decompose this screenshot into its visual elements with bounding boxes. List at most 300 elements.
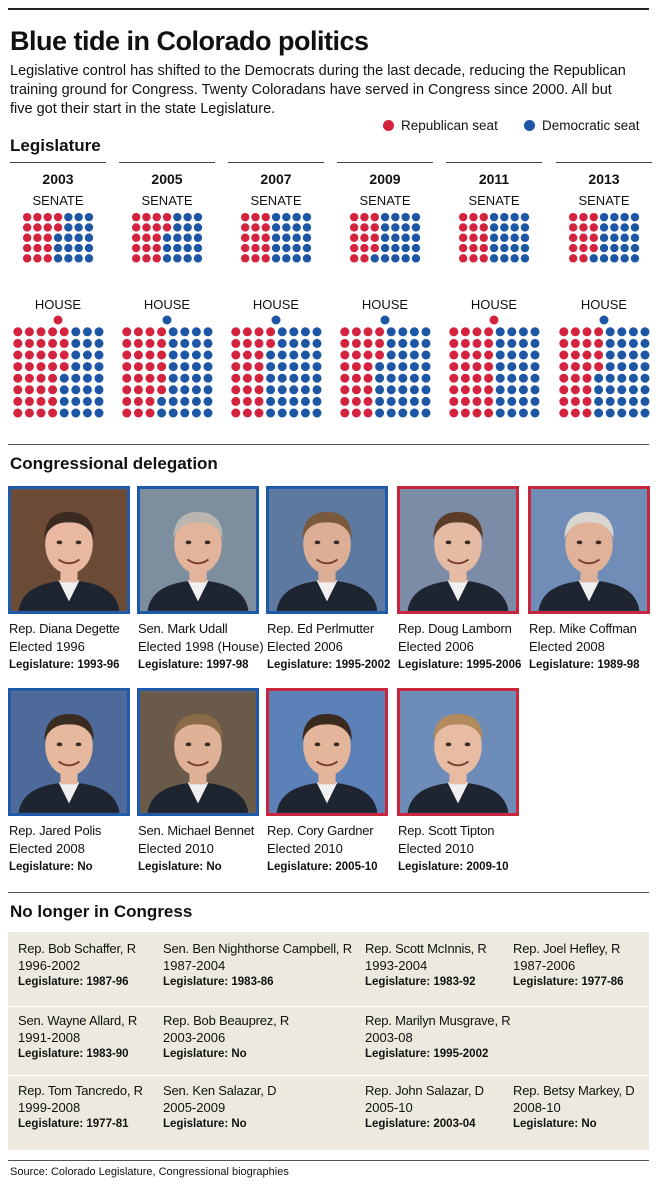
former-member [18,1012,137,1063]
republican-seat-dot [48,385,57,394]
democratic-seat-dot [272,244,280,252]
republican-seat-dot [582,362,591,371]
portrait-icon [269,691,385,813]
republican-seat-dot [24,351,33,360]
republican-seat-dot [24,327,33,336]
republican-seat-dot [570,339,579,348]
portrait-icon [11,691,127,813]
democratic-seat-dot [628,351,637,360]
republican-seat-dot [370,223,378,231]
democratic-seat-dot [640,374,649,383]
democratic-seat-dot [495,385,504,394]
democratic-seat-dot [409,339,418,348]
democratic-seat-dot [272,316,281,325]
republican-seat-dot [363,397,372,406]
democratic-seat-dot [412,244,420,252]
republican-seat-dot [122,385,131,394]
republican-seat-dot [132,244,140,252]
democratic-seat-dot [409,385,418,394]
democratic-seat-dot [203,385,212,394]
republican-seat-dot [13,351,22,360]
delegation-member [398,822,526,876]
republican-seat-dot [13,327,22,336]
democratic-seat-dot [412,213,420,221]
former-legislature: Legislature: No [513,1118,597,1130]
republican-seat-dot [59,362,68,371]
republican-seat-dot [157,351,166,360]
member-name: Sen. Mark Udall [138,621,228,636]
portrait-icon [140,691,256,813]
republican-seat-dot [132,234,140,242]
democratic-seat-dot [312,351,321,360]
democratic-seat-dot [518,374,527,383]
republican-seat-dot [261,254,269,262]
democratic-seat-dot [168,362,177,371]
democratic-seat-dot [277,397,286,406]
former-years: 1987-2004 [163,958,226,973]
delegation-member [138,620,266,674]
republican-seat-dot [589,244,597,252]
republican-seat-dot [122,362,131,371]
republican-seat-dot [351,397,360,406]
democratic-seat-dot [168,397,177,406]
democratic-seat-dot [282,213,290,221]
democratic-seat-dot [203,339,212,348]
former-name: Rep. Bob Beauprez, R [163,1013,290,1028]
democratic-seat-dot [495,397,504,406]
republican-seat-dot [351,385,360,394]
former-years: 1987-2006 [513,958,576,973]
democratic-seat-dot [401,234,409,242]
republican-seat-dot [157,327,166,336]
democratic-seat-dot [82,374,91,383]
democratic-seat-dot [312,397,321,406]
republican-seat-dot [484,385,493,394]
former-years: 2005-10 [365,1100,413,1115]
democratic-seat-dot [381,254,389,262]
democratic-seat-dot [530,385,539,394]
republican-seat-dot [242,409,251,418]
democratic-seat-dot [594,385,603,394]
democratic-seat-dot [521,234,529,242]
democratic-seat-dot [289,397,298,406]
democratic-seat-dot [71,362,80,371]
democratic-seat-dot [398,351,407,360]
republican-seat-dot [242,362,251,371]
democratic-seat-dot [610,234,618,242]
democratic-seat-dot [312,362,321,371]
democratic-seat-dot [521,254,529,262]
republican-seat-dot [254,351,263,360]
republican-seat-dot [370,244,378,252]
republican-seat-dot [242,339,251,348]
year-column-2005 [119,162,215,187]
democratic-seat-dot [628,397,637,406]
democratic-seat-dot [74,254,82,262]
republican-seat-dot [23,254,31,262]
democratic-seat-dot [398,339,407,348]
republican-seat-dot [460,339,469,348]
democratic-seat-dot [530,327,539,336]
republican-seat-dot [582,351,591,360]
democratic-seat-dot [386,409,395,418]
republican-seat-dot [579,213,587,221]
republican-seat-dot [570,327,579,336]
democratic-seat-dot [510,254,518,262]
former-legislature: Legislature: 1983-90 [18,1048,129,1060]
democratic-seat-dot [398,397,407,406]
former-legislature: Legislature: No [163,1048,247,1060]
democratic-seat-dot [386,327,395,336]
republican-seat-dot [33,213,41,221]
republican-seat-dot [449,409,458,418]
democratic-seat-dot [600,234,608,242]
democratic-seat-dot [600,254,608,262]
republican-seat-dot [36,351,45,360]
democratic-seat-dot [507,327,516,336]
democratic-seat-dot [203,362,212,371]
senate-label: SENATE [578,193,630,208]
republican-seat-dot [594,362,603,371]
democratic-seat-dot [391,213,399,221]
republican-seat-dot [48,374,57,383]
republican-seat-dot [157,374,166,383]
democratic-seat-dot [312,327,321,336]
democratic-seat-dot [521,213,529,221]
republican-seat-dot [254,362,263,371]
democratic-seat-dot [628,385,637,394]
democratic-seat-dot [266,374,275,383]
democratic-seat-dot [510,234,518,242]
republican-seat-dot [241,234,249,242]
house-dots-2007 [230,326,323,419]
republican-seat-dot [13,409,22,418]
democratic-seat-dot [421,374,430,383]
democratic-seat-dot [507,409,516,418]
democratic-seat-dot [605,397,614,406]
democratic-seat-dot [507,339,516,348]
delegation-member [529,620,657,674]
republican-seat-dot [36,409,45,418]
republican-seat-dot [350,223,358,231]
republican-seat-dot [152,234,160,242]
republican-seat-dot [36,362,45,371]
democratic-seat-dot [398,327,407,336]
year-rule [556,162,652,163]
democratic-seat-dot [381,316,390,325]
former-legislature: Legislature: 1983-86 [163,976,274,988]
republican-seat-dot [594,339,603,348]
former-legislature: Legislature: 1977-86 [513,976,624,988]
republican-seat-dot [570,385,579,394]
republican-seat-dot [242,397,251,406]
democratic-seat-dot [495,374,504,383]
republican-seat-dot [340,409,349,418]
former-member [18,940,136,991]
democratic-seat-dot [617,351,626,360]
democratic-seat-dot [386,374,395,383]
democratic-seat-dot [530,397,539,406]
senate-label: SENATE [250,193,302,208]
republican-seat-dot [142,213,150,221]
democratic-seat-dot [510,223,518,231]
member-legislature: Legislature: 1993-96 [9,659,120,671]
republican-seat-dot [579,223,587,231]
top-rule [8,8,649,10]
democratic-seat-dot [303,234,311,242]
republican-seat-dot [484,397,493,406]
senate-dots-2005 [131,212,203,264]
republican-seat-dot [251,213,259,221]
republican-seat-dot [231,385,240,394]
democratic-seat-dot [289,351,298,360]
republican-seat-dot [570,397,579,406]
republican-seat-dot [479,234,487,242]
republican-seat-dot [479,213,487,221]
republican-seat-dot [48,351,57,360]
republican-seat-dot [231,339,240,348]
republican-seat-dot [122,409,131,418]
democratic-seat-dot [386,351,395,360]
democratic-seat-dot [82,409,91,418]
democratic-seat-dot [71,339,80,348]
republican-seat-dot [350,213,358,221]
democratic-seat-dot [168,409,177,418]
democratic-seat-dot [292,213,300,221]
democratic-seat-dot [500,244,508,252]
republican-seat-dot [59,327,68,336]
democratic-seat-dot [183,254,191,262]
former-name: Rep. Scott McInnis, R [365,941,487,956]
republican-seat-dot [241,213,249,221]
republican-seat-dot [449,362,458,371]
democratic-seat-dot [168,374,177,383]
republican-seat-dot [340,339,349,348]
republican-seat-dot [375,351,384,360]
republican-seat-dot [54,223,62,231]
house-dots-2009 [339,326,432,419]
democratic-seat-dot [631,254,639,262]
republican-seat-dot [242,385,251,394]
democratic-seat-dot [82,327,91,336]
bottom-rule [8,1160,649,1161]
democratic-seat-dot [640,327,649,336]
republican-seat-dot [36,385,45,394]
republican-seat-dot [122,374,131,383]
republican-seat-dot [152,223,160,231]
democratic-seat-dot [194,254,202,262]
republican-seat-dot [350,234,358,242]
republican-seat-dot [340,385,349,394]
democratic-seat-dot [628,362,637,371]
former-name: Sen. Ken Salazar, D [163,1083,277,1098]
republican-seat-dot [589,234,597,242]
republican-seat-dot [484,374,493,383]
republican-seat-dot [484,362,493,371]
democratic-seat-dot [640,362,649,371]
republican-seat-dot [13,362,22,371]
democratic-seat-dot [620,234,628,242]
former-member [365,1082,484,1133]
republican-seat-dot [231,351,240,360]
republican-seat-dot [48,409,57,418]
republican-seat-dot [363,362,372,371]
democratic-seat-dot [409,397,418,406]
democratic-seat-dot [303,254,311,262]
democratic-seat-dot [617,374,626,383]
democratic-seat-dot [300,385,309,394]
republican-seat-dot [241,244,249,252]
republican-seat-dot [43,223,51,231]
democratic-seat-dot [300,397,309,406]
democratic-seat-dot [398,374,407,383]
republican-seat-dot [132,254,140,262]
democratic-seat-dot [640,385,649,394]
democratic-seat-dot [421,327,430,336]
republican-seat-dot [231,397,240,406]
former-years: 1991-2008 [18,1030,81,1045]
democratic-seat-dot [173,223,181,231]
republican-seat-dot [59,351,68,360]
republican-seat-dot [13,385,22,394]
portrait-photo [397,688,519,816]
democratic-seat-dot [409,374,418,383]
democratic-seat-dot [375,409,384,418]
democratic-seat-dot [157,397,166,406]
republican-seat-dot [484,409,493,418]
senate-label: SENATE [32,193,84,208]
senate-dots-2003 [22,212,94,264]
legend-republican-label: Republican seat [401,118,498,133]
democratic-seat-dot [94,385,103,394]
democratic-seat-dot [401,223,409,231]
democratic-seat-dot [203,409,212,418]
republican-seat-dot [579,254,587,262]
democratic-seat-dot [620,244,628,252]
democratic-seat-dot [421,351,430,360]
year-label: 2009 [369,171,401,187]
democratic-seat-dot [500,254,508,262]
democratic-seat-dot [272,223,280,231]
member-name: Rep. Cory Gardner [267,823,374,838]
republican-seat-dot [449,397,458,406]
year-label: 2011 [478,171,510,187]
republican-seat-dot [241,223,249,231]
democratic-seat-dot [163,316,172,325]
democratic-seat-dot [600,244,608,252]
member-legislature: Legislature: No [9,861,93,873]
republican-seat-dot [559,362,568,371]
democratic-seat-dot [272,254,280,262]
republican-seat-dot [242,351,251,360]
republican-seat-dot [350,254,358,262]
republican-seat-dot [569,213,577,221]
republican-seat-dot [254,385,263,394]
democratic-seat-dot [292,254,300,262]
republican-seat-dot [36,374,45,383]
member-elected: Elected 2008 [9,841,85,856]
former-name: Rep. Joel Hefley, R [513,941,621,956]
portrait-icon [531,489,647,611]
democratic-seat-dot [94,351,103,360]
democratic-seat-dot [71,351,80,360]
year-label: 2013 [588,171,620,187]
democratic-seat-dot [391,223,399,231]
democratic-seat-dot [490,213,498,221]
year-rule [446,162,542,163]
republican-seat-dot [242,327,251,336]
democratic-seat-dot [168,351,177,360]
republican-seat-dot [133,385,142,394]
senate-dots-2007 [240,212,312,264]
democratic-seat-dot [631,234,639,242]
republican-seat-dot [231,327,240,336]
republican-seat-dot [449,327,458,336]
republican-seat-dot [363,327,372,336]
democratic-seat-dot [163,234,171,242]
democratic-seat-dot [277,362,286,371]
former-legislature: Legislature: 1977-81 [18,1118,129,1130]
republican-seat-dot [157,362,166,371]
democratic-seat-dot [617,409,626,418]
member-elected: Elected 2006 [267,639,343,654]
democratic-seat-dot [292,244,300,252]
democratic-seat-dot [300,362,309,371]
republican-seat-dot [133,362,142,371]
democratic-seat-dot [74,223,82,231]
republican-seat-dot [133,409,142,418]
republican-seat-dot [582,374,591,383]
democratic-seat-dot [631,244,639,252]
democratic-seat-dot [300,409,309,418]
republican-seat-dot [569,254,577,262]
section-legislature: Legislature [10,136,101,155]
democratic-seat-dot [71,385,80,394]
democratic-seat-dot [628,409,637,418]
democratic-seat-dot [381,223,389,231]
democratic-seat-dot [300,327,309,336]
republican-seat-dot [33,223,41,231]
legend-democratic-label: Democratic seat [542,118,640,133]
republican-dot-icon [383,120,394,131]
republican-seat-dot [472,362,481,371]
delegation-member [9,620,137,674]
former-member [513,940,624,991]
democratic-seat-dot [180,409,189,418]
republican-seat-dot [145,327,154,336]
democratic-seat-dot [163,254,171,262]
democratic-seat-dot [289,385,298,394]
democratic-seat-dot [82,362,91,371]
republican-seat-dot [43,213,51,221]
democratic-seat-dot [605,409,614,418]
democratic-seat-dot [94,327,103,336]
republican-seat-dot [231,409,240,418]
democratic-seat-dot [386,362,395,371]
democratic-seat-dot [640,339,649,348]
republican-seat-dot [36,339,45,348]
former-name: Rep. Marilyn Musgrave, R [365,1013,511,1028]
year-rule [228,162,324,163]
republican-seat-dot [261,223,269,231]
year-column-2013 [556,162,652,187]
democratic-seat-dot [191,409,200,418]
republican-seat-dot [142,254,150,262]
democratic-seat-dot [289,362,298,371]
former-row-divider [8,1075,649,1076]
republican-seat-dot [231,374,240,383]
democratic-seat-dot [594,409,603,418]
